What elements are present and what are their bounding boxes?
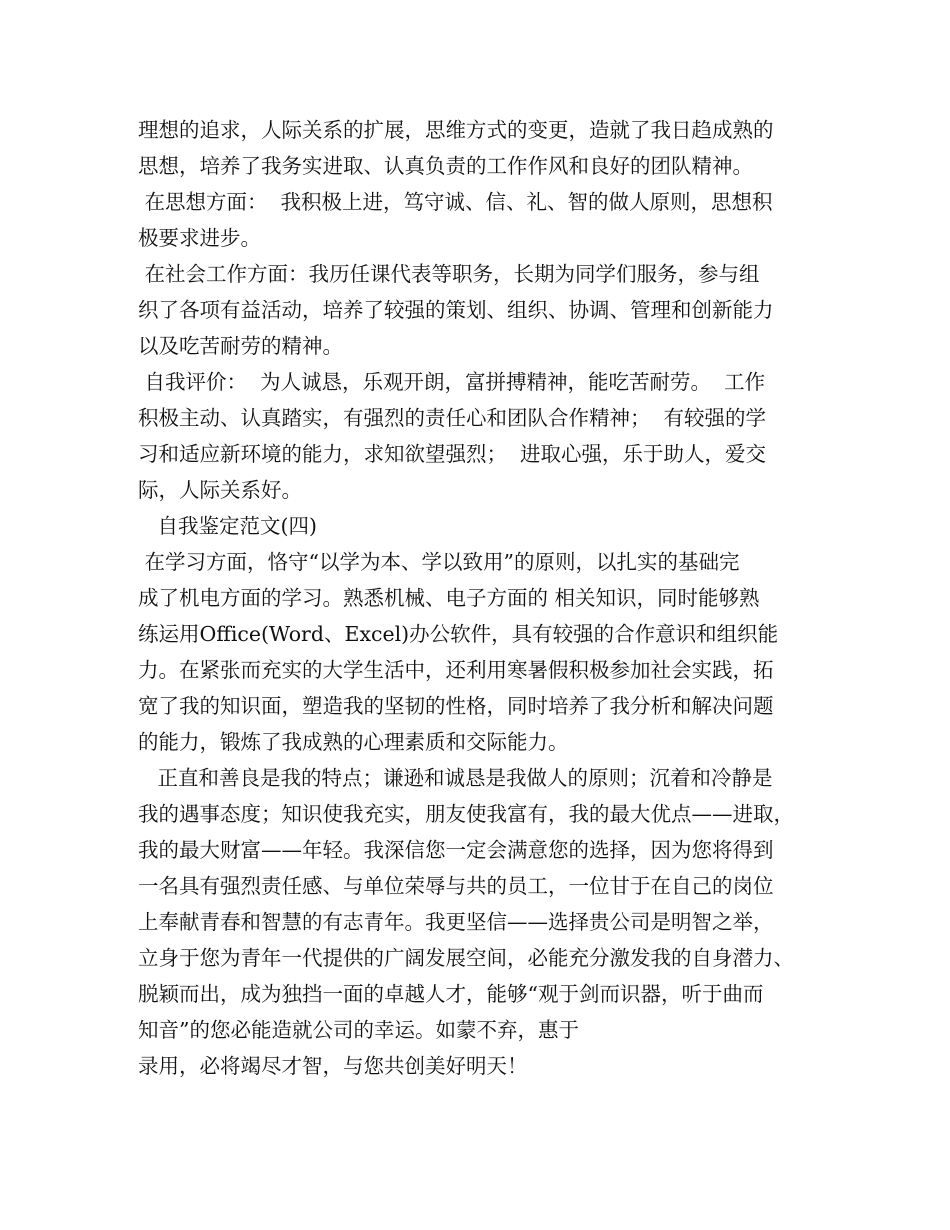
document-body xyxy=(138,112,838,1084)
text-line: 力。在紧张而充实的大学生活中，还利用寒暑假积极参加社会实践，拓 xyxy=(138,658,774,682)
text-line: 思想，培养了我务实进取、认真负责的工作作风和良好的团队精神。 xyxy=(138,154,753,178)
text-line: 在思想方面： 我积极上进，笃守诚、信、礼、智的做人原则，思想积 xyxy=(138,190,773,214)
text-line: 我的遇事态度；知识使我充实，朋友使我富有，我的最大优点——进取， xyxy=(138,802,794,826)
text-line: 在社会工作方面：我历任课代表等职务，长期为同学们服务，参与组 xyxy=(138,262,760,286)
text-line: 立身于您为青年一代提供的广阔发展空间，必能充分激发我的自身潜力、 xyxy=(138,946,794,970)
text-line: 的能力，锻炼了我成熟的心理素质和交际能力。 xyxy=(138,730,569,754)
text-line: 自我评价： 为人诚恳，乐观开朗，富拼搏精神，能吃苦耐劳。 工作 xyxy=(138,370,766,394)
text-line: 织了各项有益活动，培养了较强的策划、组织、协调、管理和创新能力 xyxy=(138,298,774,322)
text-line: 宽了我的知识面，塑造我的坚韧的性格，同时培养了我分析和解决问题 xyxy=(138,694,774,718)
text-line: 理想的追求，人际关系的扩展，思维方式的变更，造就了我日趋成熟的 xyxy=(138,118,774,142)
text-line: 极要求进步。 xyxy=(138,226,261,250)
text-line: 积极主动、认真踏实，有强烈的责任心和团队合作精神； 有较强的学 xyxy=(138,406,767,430)
text-line: 录用，必将竭尽才智，与您共创美好明天！ xyxy=(138,1054,528,1078)
text-line: 练运用Office(Word、Excel)办公软件，具有较强的合作意识和组织能 xyxy=(138,622,779,646)
text-line: 上奉献青春和智慧的有志青年。我更坚信——选择贵公司是明智之举， xyxy=(138,910,774,934)
text-line: 脱颖而出，成为独挡一面的卓越人才，能够“观于剑而识器，听于曲而 xyxy=(138,982,764,1006)
text-line: 际，人际关系好。 xyxy=(138,478,302,502)
text-line: 以及吃苦耐劳的精神。 xyxy=(138,334,343,358)
text-line: 习和适应新环境的能力，求知欲望强烈； 进取心强，乐于助人，爱交 xyxy=(138,442,767,466)
text-line: 在学习方面，恪守“以学为本、学以致用”的原则，以扎实的基础完 xyxy=(138,550,740,574)
text-line: 知音”的您必能造就公司的幸运。如蒙不弃，惠于 xyxy=(138,1018,579,1042)
text-line: 我的最大财富——年轻。我深信您一定会满意您的选择，因为您将得到 xyxy=(138,838,774,862)
text-line: 正直和善良是我的特点；谦逊和诚恳是我做人的原则；沉着和冷静是 xyxy=(138,766,773,790)
text-line: 一名具有强烈责任感、与单位荣辱与共的员工，一位甘于在自己的岗位 xyxy=(138,874,774,898)
section-heading: 自我鉴定范文(四) xyxy=(138,514,318,538)
text-line: 成了机电方面的学习。熟悉机械、电子方面的 相关知识，同时能够熟 xyxy=(138,586,760,610)
